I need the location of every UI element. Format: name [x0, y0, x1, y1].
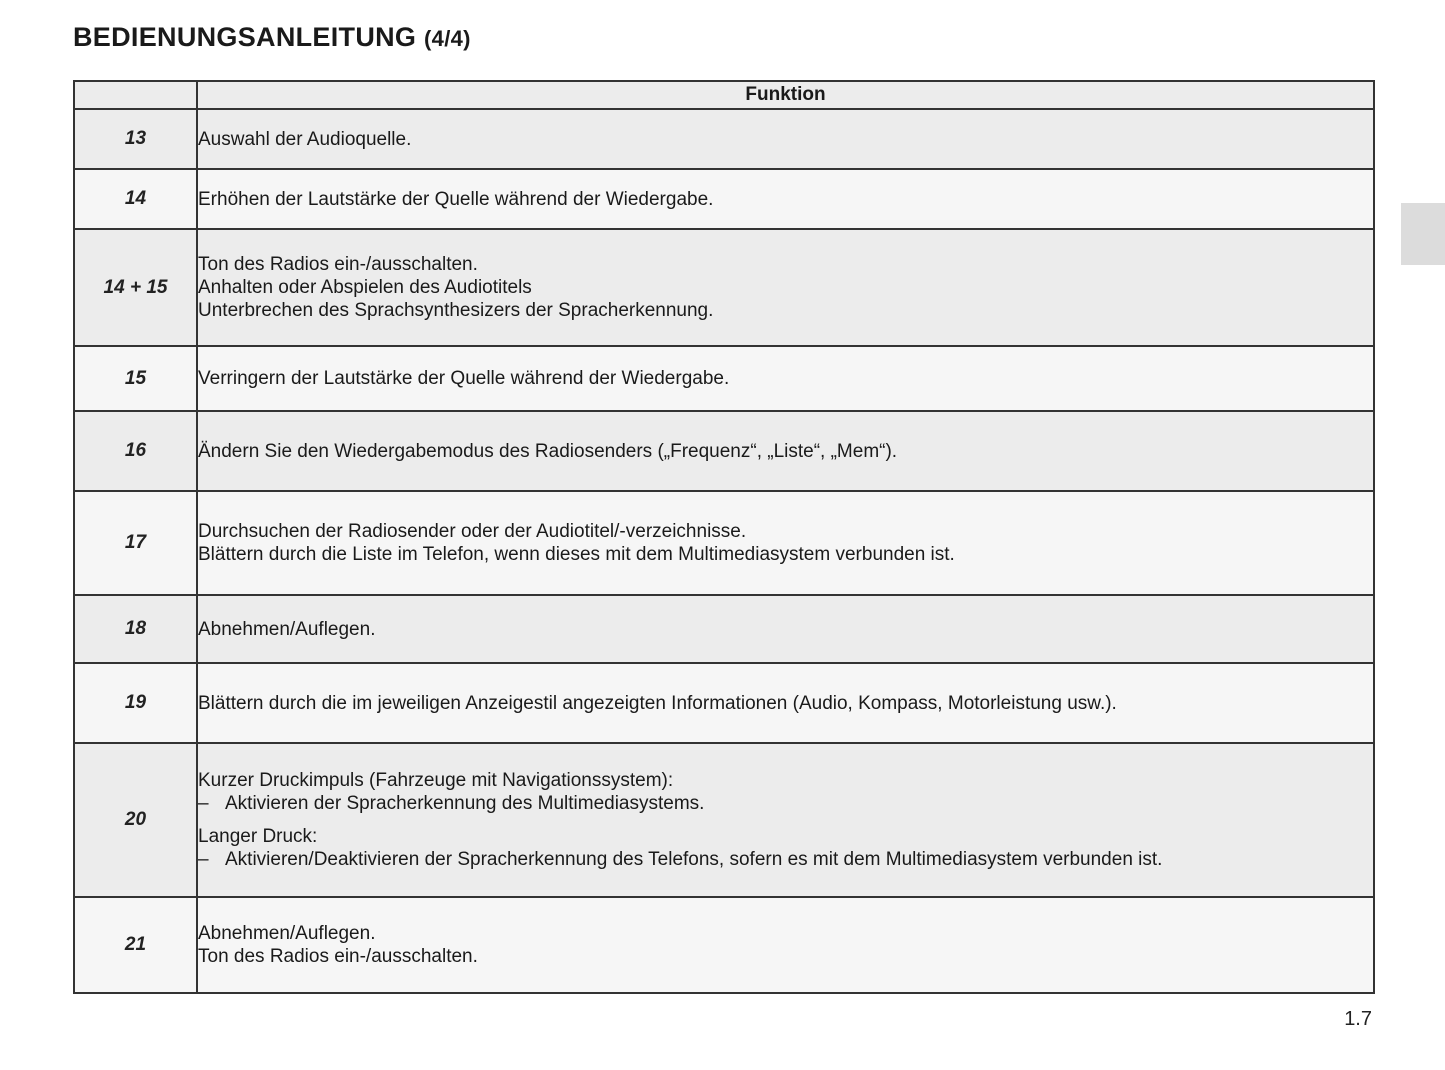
table-row [74, 109, 1374, 169]
row-function [197, 346, 1374, 411]
row-number: 18 [74, 595, 197, 663]
row-function [197, 663, 1374, 743]
function-line: Unterbrechen des Sprachsynthesizers der Spracherkennung. [198, 300, 714, 321]
table-row [74, 743, 1374, 897]
row-function [197, 411, 1374, 491]
table-row [74, 491, 1374, 595]
row-function [197, 491, 1374, 595]
row-number: 17 [74, 491, 197, 595]
row-number: 13 [74, 109, 197, 169]
function-line: Blättern durch die Liste im Telefon, wenn dieses mit dem Multimediasystem verbunden ist. [198, 544, 955, 565]
row-function [197, 897, 1374, 993]
table-row [74, 595, 1374, 663]
row-number: 16 [74, 411, 197, 491]
page-title-main: BEDIENUNGSANLEITUNG [73, 22, 417, 52]
page-title [73, 22, 471, 53]
function-line: Ändern Sie den Wiedergabemodus des Radiosenders („Frequenz“, „Liste“, „Mem“). [198, 440, 898, 462]
dash-bullet: – [198, 849, 209, 870]
row-function [197, 743, 1374, 897]
table-row [74, 897, 1374, 993]
row-number: 21 [74, 897, 197, 993]
function-line: Ton des Radios ein-/ausschalten. [198, 946, 478, 967]
header-function-cell: Funktion [197, 81, 1374, 109]
function-line: Anhalten oder Abspielen des Audiotitels [198, 277, 532, 298]
table-row [74, 346, 1374, 411]
short-press-label: Kurzer Druckimpuls (Fahrzeuge mit Navigationssystem): [198, 770, 674, 791]
row-function [197, 109, 1374, 169]
row-number: 19 [74, 663, 197, 743]
row-function [197, 169, 1374, 229]
function-table [73, 80, 1375, 994]
table-row [74, 663, 1374, 743]
row-function [197, 229, 1374, 346]
function-line: Verringern der Lautstärke der Quelle während der Wiedergabe. [198, 368, 730, 389]
long-press-item [198, 848, 1373, 871]
function-line: Durchsuchen der Radiosender oder der Audiotitel/-verzeichnisse. [198, 521, 747, 542]
long-press-text: Aktivieren/Deaktivieren der Spracherkennung des Telefons, sofern es mit dem Multimediasystem verbunden ist. [225, 849, 1163, 870]
function-line: Abnehmen/Auflegen. [198, 923, 376, 944]
table-row [74, 169, 1374, 229]
function-line: Auswahl der Audioquelle. [198, 128, 412, 150]
chapter-tab [1401, 203, 1445, 265]
row-number: 20 [74, 743, 197, 897]
table-row [74, 229, 1374, 346]
row-number: 14 [74, 169, 197, 229]
table-row [74, 411, 1374, 491]
function-line: Ton des Radios ein-/ausschalten. [198, 254, 478, 275]
table-header-row [74, 81, 1374, 109]
function-line: Blättern durch die im jeweiligen Anzeigestil angezeigten Informationen (Audio, Kompass, Motorleistung usw.). [198, 692, 1117, 714]
function-line: Abnehmen/Auflegen. [198, 618, 376, 640]
page-title-suffix: (4/4) [424, 26, 471, 51]
row-number: 15 [74, 346, 197, 411]
function-line: Erhöhen der Lautstärke der Quelle während der Wiedergabe. [198, 188, 714, 210]
page-number: 1.7 [1344, 1008, 1372, 1030]
header-number-cell [74, 81, 197, 109]
short-press-item [198, 792, 1373, 815]
dash-bullet: – [198, 793, 209, 814]
row-number: 14 + 15 [74, 229, 197, 346]
long-press-label: Langer Druck: [198, 826, 318, 847]
row-function [197, 595, 1374, 663]
short-press-text: Aktivieren der Spracherkennung des Multimediasystems. [225, 793, 705, 814]
